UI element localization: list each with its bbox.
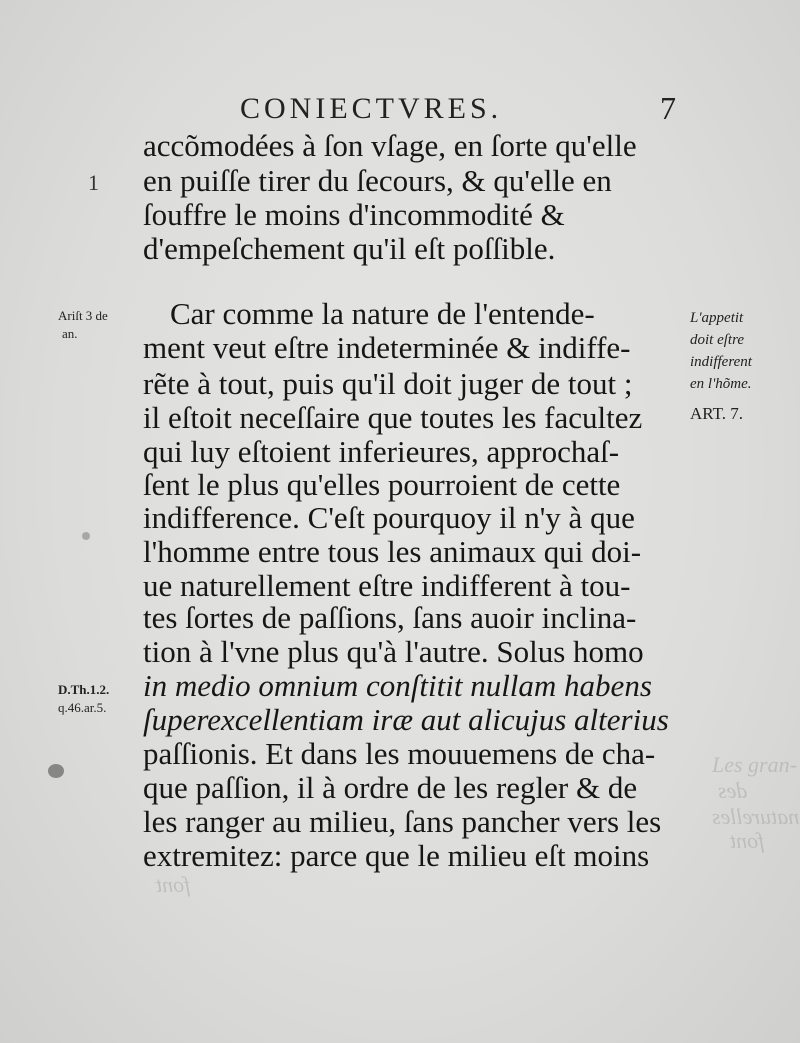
body-line: paſſionis. Et dans les mouuemens de cha-: [143, 736, 656, 771]
body-line: indifference. C'eſt pourquoy il n'y à que: [143, 500, 635, 535]
margin-note-right: indifferent: [690, 354, 752, 370]
body-line: Car comme la nature de l'entende-: [170, 296, 595, 331]
bleed-through-text: font: [156, 872, 191, 897]
margin-note-left: q.46.ar.5.: [58, 700, 107, 715]
ink-spot: [82, 532, 90, 540]
bleed-through-text: Les gran-: [712, 752, 797, 777]
body-line: en puiſſe tirer du ſecours, & qu'elle en: [143, 163, 612, 198]
body-line: extremitez: parce que le milieu eſt moins: [143, 838, 650, 873]
body-line: accõmodées à ſon vſage, en ſorte qu'elle: [143, 128, 637, 163]
margin-note-right: L'appetit: [690, 310, 744, 326]
body-line: que paſſion, il à ordre de les regler & de: [143, 770, 638, 805]
margin-note-left: Ariſt 3 de: [58, 308, 108, 323]
body-line: il eſtoit neceſſaire que toutes les facultez: [143, 400, 643, 435]
page-number: 7: [660, 90, 676, 126]
margin-note-left: D.Th.1.2.: [58, 682, 110, 697]
body-line-latin: in medio omnium conſtitit nullam habens: [143, 668, 652, 703]
line-marker: 1: [88, 170, 99, 195]
body-line: rẽte à tout, puis qu'il doit juger de tout ;: [143, 366, 633, 401]
running-head: CONIECTVRES.: [240, 92, 503, 125]
bleed-through-text: naturelles: [712, 804, 800, 829]
body-line: tes ſortes de paſſions, ſans auoir inclina-: [143, 600, 637, 635]
body-line-latin: ſuperexcellentiam iræ aut alicujus alterius: [143, 702, 669, 737]
body-line: d'empeſchement qu'il eſt poſſible.: [143, 231, 556, 266]
body-line: qui luy eſtoient inferieures, approchaſ-: [143, 434, 620, 469]
body-line: tion à l'vne plus qu'à l'autre. Solus homo: [143, 634, 644, 669]
bleed-through-text: des: [718, 778, 748, 803]
body-line: ment veut eſtre indeterminée & indiffe-: [143, 330, 631, 365]
body-line: ſouffre le moins d'incommodité &: [143, 197, 565, 232]
article-marker: ART. 7.: [690, 404, 743, 423]
margin-note-right: en l'hõme.: [690, 376, 752, 392]
body-line: les ranger au milieu, ſans pancher vers les: [143, 804, 662, 839]
body-line: l'homme entre tous les animaux qui doi-: [143, 534, 642, 569]
body-line: ue naturellement eſtre indifferent à tou-: [143, 568, 631, 603]
bleed-through-text: font: [730, 828, 765, 853]
body-line: ſent le plus qu'elles pourroient de cette: [143, 467, 621, 502]
margin-note-left: an.: [62, 326, 78, 341]
ink-spot: [48, 764, 64, 778]
margin-note-right: doit eſtre: [690, 332, 745, 348]
